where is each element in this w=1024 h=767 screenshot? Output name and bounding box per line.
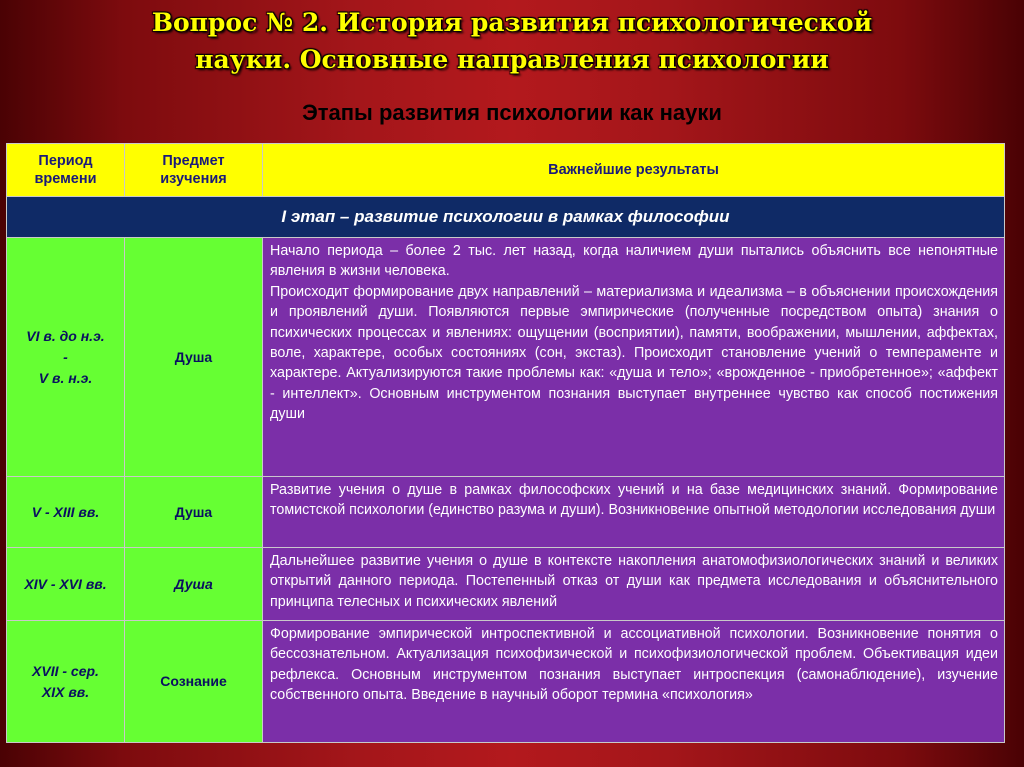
table-row — [7, 621, 1005, 743]
period-cell: XVII - сер. XIX вв. — [7, 621, 125, 743]
stage-row — [7, 197, 1005, 238]
table-row — [7, 548, 1005, 621]
result-cell — [263, 238, 1005, 477]
stages-table — [6, 143, 1005, 743]
header-period: Период времени — [7, 144, 125, 197]
period-cell: VI в. до н.э. - V в. н.э. — [7, 238, 125, 477]
period-cell: V - XIII вв. — [7, 477, 125, 548]
stage-title: I этап – развитие психологии в рамках философии — [7, 197, 1005, 238]
result-paragraph: Происходит формирование двух направлений – материализма и идеализма – в объяснении происхождения и проявлений души. Появляются первые эмпирические (полученные посредством опыта) знания о психических процессах и явлениях: ощущении (восприятии), памяти, воображении, мышлении, аффектах, воле, характере, особых состояниях (сон, экстаз). Происходит становление учений о темпераменте и характере. Актуализируются такие проблемы как: «душа и тело»; «врожденное - приобретенное»; «аффект - интеллект». Основным инструментом познания выступает внутреннее чувство как способ постижения души — [270, 283, 998, 423]
result-cell: Развитие учения о душе в рамках философских учений и на базе медицинских знаний. Формирование томистской психологии (единство разума и души). Возникновение опытной методологии исследования души — [263, 477, 1005, 548]
result-cell: Формирование эмпирической интроспективной и ассоциативной психологии. Возникновение понятия о бессознательном. Актуализация психофизической и психофизиологической проблем. Объективация идеи рефлекса. Основным инструментом познания выступает интроспекция (самонаблюдение), изучение собственного опыта. Введение в научный оборот термина «психология» — [263, 621, 1005, 743]
subject-cell: Душа — [125, 477, 263, 548]
table-header-row — [7, 144, 1005, 197]
slide-title — [0, 4, 1024, 78]
period-cell: XIV - XVI вв. — [7, 548, 125, 621]
title-line-1: Вопрос № 2. История развития психологической — [151, 8, 873, 37]
table-caption: Этапы развития психологии как науки — [302, 100, 722, 125]
table-row — [7, 477, 1005, 548]
subject-cell: Сознание — [125, 621, 263, 743]
table-row — [7, 238, 1005, 477]
subject-cell: Душа — [125, 548, 263, 621]
subject-cell: Душа — [125, 238, 263, 477]
result-paragraph: Начало периода – более 2 тыс. лет назад, когда наличием души пытались объяснить все непонятные явления в жизни человека. — [270, 243, 998, 280]
title-line-2: науки. Основные направления психологии — [195, 45, 829, 74]
header-results: Важнейшие результаты — [263, 144, 1005, 197]
header-subject: Предмет изучения — [125, 144, 263, 197]
result-cell: Дальнейшее развитие учения о душе в контексте накопления анатомофизиологических знаний и великих открытий данного периода. Постепенный отказ от души как предмета исследования и объяснительного принципа телесных и психических явлений — [263, 548, 1005, 621]
